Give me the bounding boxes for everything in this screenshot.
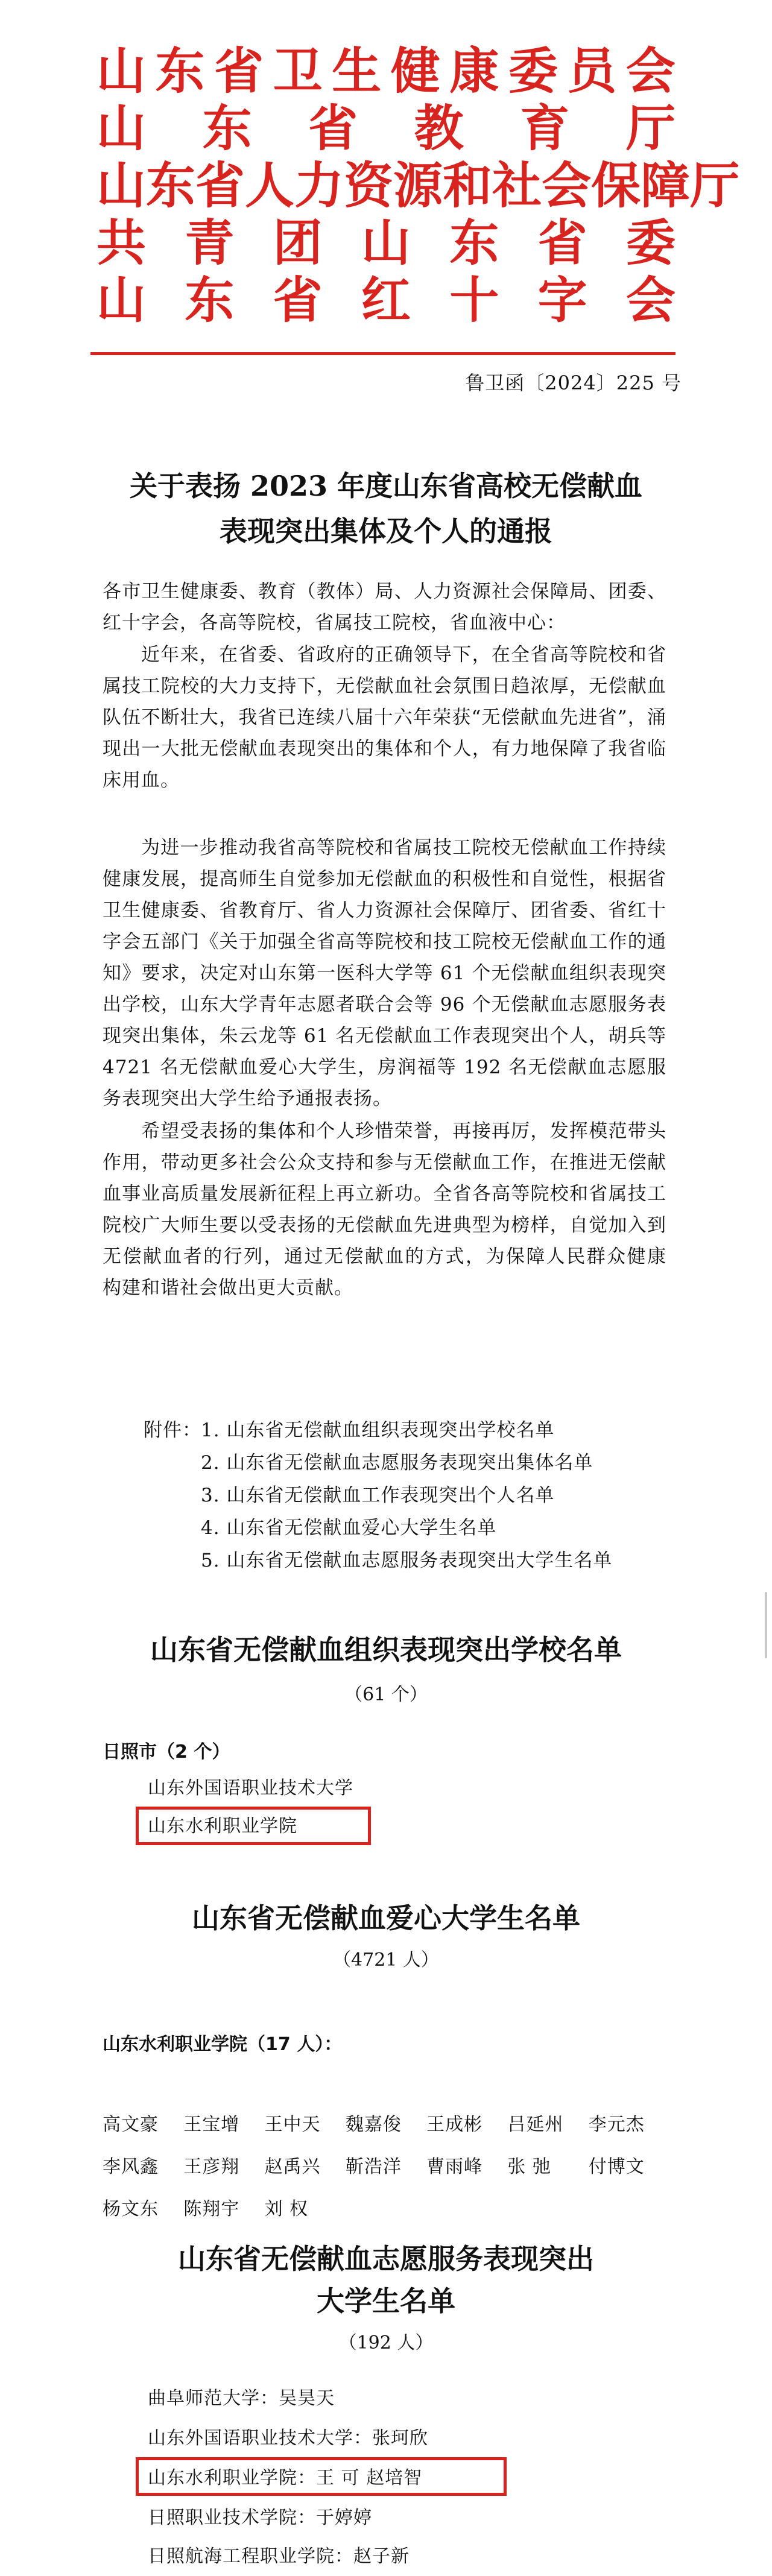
header-char: 教 [414,99,464,157]
header-line-red-cross [96,271,676,329]
header-char: 和 [443,157,493,215]
section2-title: 山东省无偿献血爱心大学生名单 [192,1902,580,1934]
body-paragraph-3: 希望受表扬的集体和个人珍惜荣誉，再接再厉，发挥模范带头作用，带动更多社会公众支持和参与无偿献血工作，在推进无偿献血事业高质量发展新征程上再立新功。全省各高等院校和省属技工院校广大师生要以受表扬的无偿献血先进典型为榜样，自觉加入到无偿献血者的行列，通过无偿献血的方式，为保障人民群众健康 构建和谐社会做出更大贡献。 [103,1120,666,1299]
header-char: 山 [361,214,411,272]
header-char: 东 [146,157,196,215]
header-char: 会 [542,157,592,215]
header-char: 山 [96,42,147,100]
header-char: 力 [294,157,344,215]
header-char: 卫 [273,42,323,100]
header-char: 省 [214,42,264,100]
header-char: 员 [567,42,617,100]
student-name: 吕延州 [507,2114,564,2135]
header-char: 厅 [625,99,676,157]
header-char: 青 [185,214,235,272]
student-name: 赵禹兴 [264,2156,321,2177]
document-title-line2: 表现突出集体及个人的通报 [220,515,552,548]
student-name: 付博文 [588,2156,645,2177]
header-char: 委 [508,42,558,100]
attachment-item: 1. 山东省无偿献血组织表现突出学校名单 [201,1419,555,1441]
document-title-line1: 关于表扬 2023 年度山东省高校无偿献血 [129,470,643,502]
header-char: 字 [537,271,587,329]
header-red-rule [90,352,676,355]
header-char: 资 [344,157,394,215]
header-char: 厅 [690,157,740,215]
attachment-item: 2. 山东省无偿献血志愿服务表现突出集体名单 [201,1452,593,1474]
header-line-youth-league [96,214,676,272]
header-char: 山 [96,271,147,329]
header-char: 东 [155,42,205,100]
section3-count: （192 人） [338,2332,434,2353]
header-char: 保 [591,157,641,215]
attachment-item: 5. 山东省无偿献血志愿服务表现突出大学生名单 [201,1550,613,1571]
section2-group: 山东水利职业学院（17 人）： [103,2034,343,2055]
header-char: 省 [308,99,358,157]
header-char: 育 [520,99,570,157]
header-char: 障 [641,157,691,215]
header-char: 十 [449,271,499,329]
student-name: 陈翔宇 [183,2199,240,2220]
volunteer-row-highlighted: 山东水利职业学院：王 可 赵培智 [148,2467,423,2489]
student-name: 杨文东 [103,2199,159,2220]
header-char: 源 [393,157,443,215]
student-name: 王彦翔 [183,2156,240,2177]
header-char: 红 [361,271,411,329]
header-char: 团 [273,214,323,272]
header-char: 人 [245,157,295,215]
header-char: 省 [537,214,587,272]
section2-count: （4721 人） [333,1949,439,1971]
document-number: 鲁卫函〔2024〕225 号 [465,371,682,394]
student-name: 王中天 [264,2114,321,2135]
student-name: 李元杰 [588,2114,645,2135]
header-char: 山 [96,157,147,215]
student-name: 李风鑫 [103,2156,159,2177]
section3-title-line1: 山东省无偿献血志愿服务表现突出 [178,2243,594,2275]
volunteer-row: 曲阜师范大学：吴昊天 [148,2388,335,2409]
body-paragraph-2: 为进一步推动我省高等院校和省属技工院校无偿献血工作持续健康发展，提高师生自觉参加无偿献血的积极性和自觉性，根据省卫生健康委、省教育厅、省人力资源社会保障厅、团省委、省红十字会五部门《关于加强全省高等院校和技工院校无偿献血工作的通知》要求，决定对山东第一医科大学等 61 个无偿献血组织表现突出学校，山东大学青年志愿者联合会等 96 个无偿献血志愿服务表现突出集体，朱云龙等 61 名无偿献血工作表现突出个人，胡兵等 4721 名无偿献血爱心大学生，房润福等 192 名无偿献血志愿服务表现突出大学生给予通报表扬。 [103,837,666,1110]
header-char: 山 [96,99,147,157]
student-name-grid [103,2107,669,2227]
header-char: 会 [625,271,676,329]
body-paragraph-1: 近年来，在省委、省政府的正确领导下，在全省高等院校和省属技工院校的大力支持下，无偿献血社会氛围日趋浓厚，无偿献血队伍不断壮大，我省已连续八届十六年荣获“无偿献血先进省”，涌现出一大批无偿献血表现突出的集体和个人，有力地保障了我省临床用血。 [103,644,666,791]
student-name: 王成彬 [426,2114,483,2135]
header-char: 健 [390,42,440,100]
school-name-highlighted: 山东水利职业学院 [148,1816,297,1837]
attachment-item: 4. 山东省无偿献血爱心大学生名单 [201,1517,497,1539]
student-name: 王宝增 [183,2114,240,2135]
header-line-human-resources-department [96,157,740,215]
header-char: 会 [625,42,676,100]
student-name: 曹雨峰 [426,2156,483,2177]
header-line-health-commission [96,42,676,100]
volunteer-row: 山东外国语职业技术大学：张珂欣 [148,2428,428,2449]
header-char: 省 [195,157,245,215]
header-char: 社 [492,157,542,215]
volunteer-row: 日照职业技术学院：于婷婷 [148,2507,372,2528]
student-name: 高文豪 [103,2114,159,2135]
student-name: 魏嘉俊 [345,2114,402,2135]
section1-group: 日照市（2 个） [103,1741,230,1763]
header-char: 省 [273,271,323,329]
attachment-item: 3. 山东省无偿献血工作表现突出个人名单 [201,1485,555,1506]
attachments-label: 附件： [144,1419,201,1441]
header-char: 东 [202,99,252,157]
volunteer-row: 日照航海工程职业学院：赵子新 [148,2546,410,2567]
header-char: 委 [625,214,676,272]
header-line-education-department [96,99,676,157]
header-char: 东 [449,214,499,272]
section3-title-line2: 大学生名单 [317,2285,455,2317]
section1-count: （61 个） [344,1684,428,1705]
header-char: 生 [332,42,382,100]
school-name: 山东外国语职业技术大学 [148,1778,353,1799]
header-char: 共 [96,214,147,272]
section1-title: 山东省无偿献血组织表现突出学校名单 [150,1634,622,1666]
student-name: 靳浩洋 [345,2156,402,2177]
header-char: 东 [185,271,235,329]
student-name: 张 弛 [507,2156,551,2177]
addressee-paragraph: 各市卫生健康委、教育（教体）局、人力资源社会保障局、团委、红十字会，各高等院校，省属技工院校，省血液中心： [103,581,666,634]
header-char: 康 [449,42,499,100]
student-name: 刘 权 [264,2199,309,2220]
